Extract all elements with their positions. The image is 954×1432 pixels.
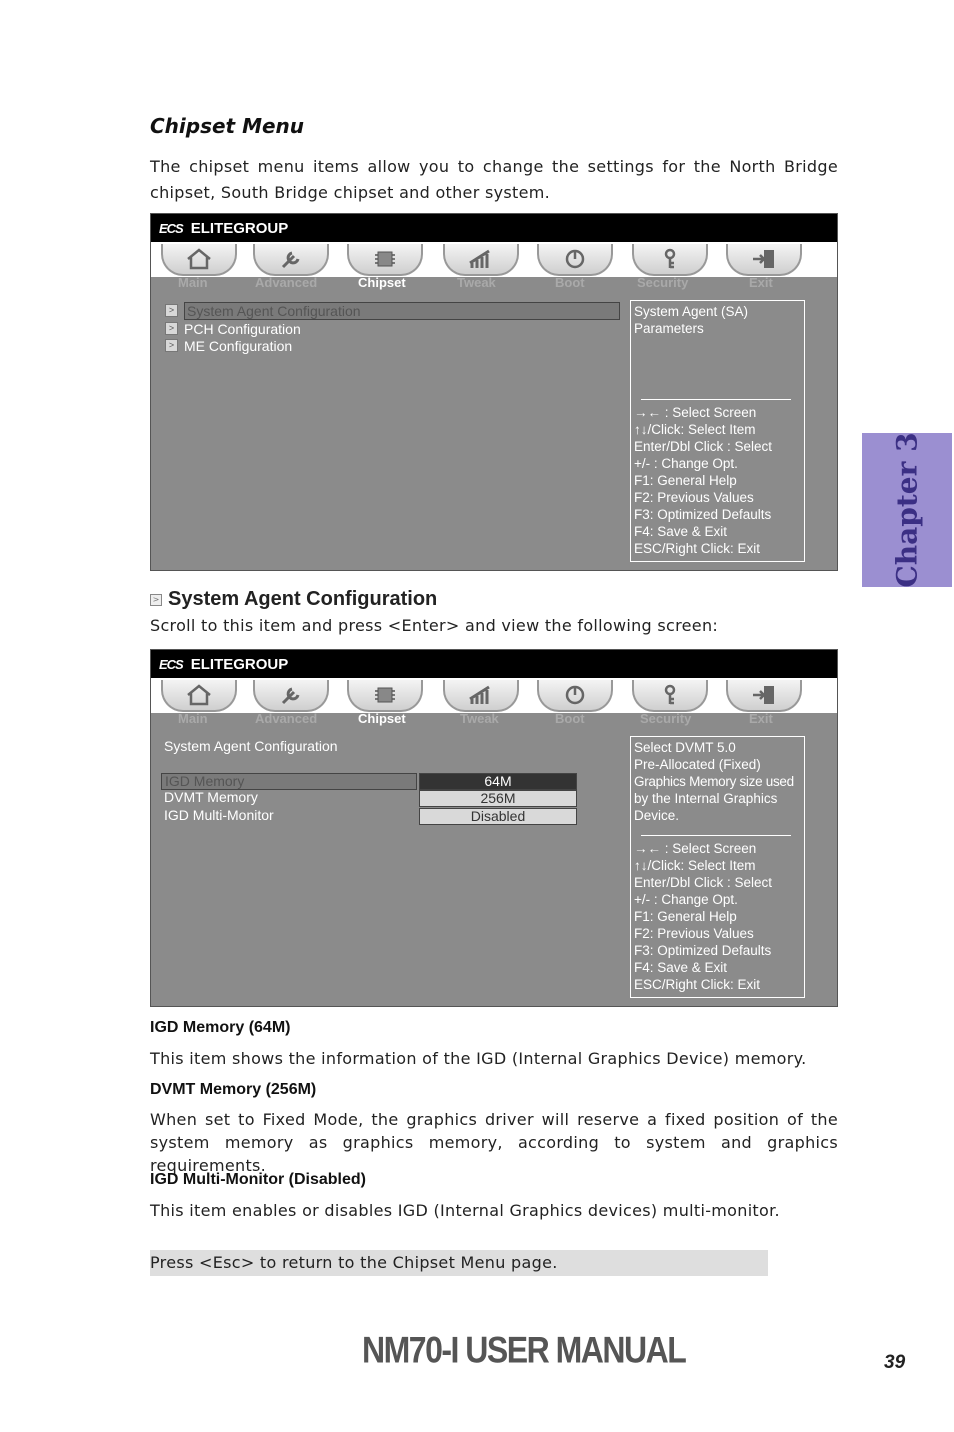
key-icon[interactable] <box>632 244 708 276</box>
option-value[interactable]: 256M <box>419 790 577 807</box>
esc-note: Press <Esc> to return to the Chipset Menu page. <box>150 1250 768 1276</box>
tab-main[interactable]: Main <box>178 275 208 290</box>
subsection-desc: Scroll to this item and press <Enter> and view the following screen: <box>150 616 719 635</box>
menu-item-label: ME Configuration <box>184 337 293 354</box>
detail-text-igd-memory: This item shows the information of the IGD (Internal Graphics Device) memory. <box>150 1049 807 1068</box>
help-text-line: Graphics Memory size used <box>634 774 794 789</box>
page-number: 39 <box>884 1352 906 1373</box>
help-divider <box>641 399 791 400</box>
section-title: Chipset Menu <box>150 114 305 138</box>
subsection-bullet-icon: > <box>150 594 162 606</box>
wrench-icon[interactable] <box>253 244 329 276</box>
key-legend-line: F3: Optimized Defaults <box>634 943 772 958</box>
ecs-logo: ECS <box>159 220 183 236</box>
option-name: IGD Memory <box>161 773 417 790</box>
tab-chipset[interactable]: Chipset <box>358 275 406 290</box>
help-text-line: System Agent (SA) <box>634 304 749 319</box>
key-legend-line: Enter/Dbl Click : Select <box>634 439 773 454</box>
detail-heading-igd-multi-monitor: IGD Multi-Monitor (Disabled) <box>150 1171 366 1188</box>
footer-title: NM70-I USER MANUAL <box>362 1329 686 1371</box>
screen-title: System Agent Configuration <box>164 738 338 754</box>
key-legend-line: F1: General Help <box>634 473 737 488</box>
tab-main[interactable]: Main <box>178 711 208 726</box>
key-legend-line: +/- : Change Opt. <box>634 456 738 471</box>
option-name: DVMT Memory <box>164 789 258 805</box>
tab-advanced[interactable]: Advanced <box>255 711 318 726</box>
tab-labels <box>151 711 837 727</box>
chart-icon[interactable] <box>443 680 519 712</box>
menu-item-label: PCH Configuration <box>184 320 301 337</box>
chapter-tab <box>862 433 952 587</box>
chip-icon[interactable] <box>347 244 423 276</box>
key-legend-line: →← : Select Screen <box>634 405 757 420</box>
help-panel <box>630 300 805 562</box>
key-legend-line: F4: Save & Exit <box>634 960 728 975</box>
detail-heading-igd-memory: IGD Memory (64M) <box>150 1019 291 1036</box>
tab-exit[interactable]: Exit <box>749 275 773 290</box>
option-value[interactable]: 64M <box>419 773 577 790</box>
submenu-arrow-icon: > <box>165 339 178 352</box>
detail-heading-dvmt-memory: DVMT Memory (256M) <box>150 1081 317 1098</box>
menu-item-system-agent[interactable] <box>165 302 620 319</box>
help-panel <box>630 736 805 998</box>
power-icon[interactable] <box>537 244 613 276</box>
submenu-arrow-icon: > <box>165 304 178 317</box>
key-legend <box>634 841 772 994</box>
brand-name: ELITEGROUP <box>190 655 289 673</box>
bios-header <box>151 214 837 242</box>
tab-tweak[interactable]: Tweak <box>457 275 496 290</box>
menu-item-me[interactable] <box>165 337 292 354</box>
help-text-line: by the Internal Graphics <box>634 791 778 806</box>
key-legend-line: F2: Previous Values <box>634 490 754 505</box>
option-name: IGD Multi-Monitor <box>164 807 274 823</box>
tab-boot[interactable]: Boot <box>555 275 585 290</box>
key-legend-line: ↑↓/Click: Select Item <box>634 858 756 873</box>
option-value[interactable]: Disabled <box>419 808 577 825</box>
key-legend <box>634 405 772 558</box>
key-legend-line: F3: Optimized Defaults <box>634 507 772 522</box>
submenu-arrow-icon: > <box>165 322 178 335</box>
key-icon[interactable] <box>632 680 708 712</box>
bios-screen-system-agent <box>150 649 838 1007</box>
tab-icon-bar <box>151 242 837 277</box>
help-text-line: Pre-Allocated (Fixed) <box>634 757 761 772</box>
key-legend-line: ↑↓/Click: Select Item <box>634 422 756 437</box>
detail-text-dvmt-memory: When set to Fixed Mode, the graphics driver will reserve a fixed position of the system memory as graphics memory, according to system and graphics requirements. <box>150 1110 838 1175</box>
key-legend-line: ESC/Right Click: Exit <box>634 977 761 992</box>
key-legend-line: F4: Save & Exit <box>634 524 728 539</box>
exit-door-icon[interactable] <box>726 244 802 276</box>
help-divider <box>641 835 791 836</box>
home-icon[interactable] <box>161 244 237 276</box>
intro-paragraph: The chipset menu items allow you to change the settings for the North Bridge chipset, South Bridge chipset and other system. <box>150 157 838 202</box>
tab-advanced[interactable]: Advanced <box>255 275 318 290</box>
key-legend-line: Enter/Dbl Click : Select <box>634 875 773 890</box>
tab-icon-bar <box>151 678 837 713</box>
bios-header <box>151 650 837 678</box>
exit-door-icon[interactable] <box>726 680 802 712</box>
ecs-logo: ECS <box>159 656 183 672</box>
menu-item-pch[interactable] <box>165 320 301 337</box>
tab-labels <box>151 275 837 291</box>
tab-security[interactable]: Security <box>637 275 689 290</box>
tab-security[interactable]: Security <box>640 711 692 726</box>
detail-text-igd-multi-monitor: This item enables or disables IGD (Internal Graphics devices) multi-monitor. <box>150 1201 780 1220</box>
tab-chipset[interactable]: Chipset <box>358 711 406 726</box>
brand-name: ELITEGROUP <box>190 219 289 237</box>
power-icon[interactable] <box>537 680 613 712</box>
key-legend-line: ESC/Right Click: Exit <box>634 541 761 556</box>
tab-boot[interactable]: Boot <box>555 711 585 726</box>
bios-screen-chipset <box>150 213 838 571</box>
chapter-label: Chapter 3 <box>890 432 924 588</box>
wrench-icon[interactable] <box>253 680 329 712</box>
chip-icon[interactable] <box>347 680 423 712</box>
key-legend-line: F2: Previous Values <box>634 926 754 941</box>
tab-tweak[interactable]: Tweak <box>460 711 499 726</box>
help-text-line: Parameters <box>634 321 704 336</box>
help-text-line: Select DVMT 5.0 <box>634 740 736 755</box>
home-icon[interactable] <box>161 680 237 712</box>
help-text-line: Device. <box>634 808 680 823</box>
tab-exit[interactable]: Exit <box>749 711 773 726</box>
key-legend-line: →← : Select Screen <box>634 841 757 856</box>
subsection-title: System Agent Configuration <box>168 588 438 610</box>
menu-item-label: System Agent Configuration <box>184 302 620 320</box>
key-legend-line: +/- : Change Opt. <box>634 892 738 907</box>
chart-icon[interactable] <box>443 244 519 276</box>
key-legend-line: F1: General Help <box>634 909 737 924</box>
